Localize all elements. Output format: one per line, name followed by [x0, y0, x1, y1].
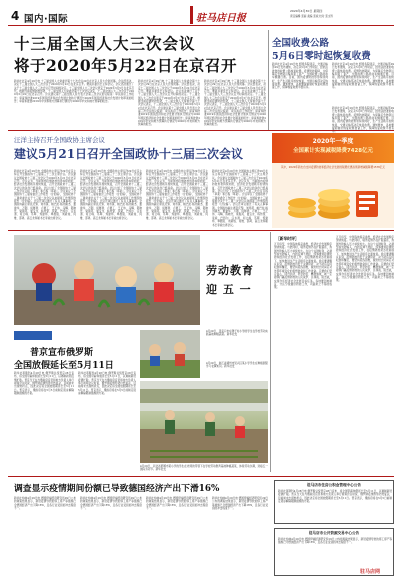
paper-logo [190, 6, 248, 24]
paper-name: 驻马店日报 [196, 13, 246, 24]
germany-body-col3: 新华社柏林4月29日电 德国伊福经济研究所29日公布的调查结果显示，新冠疫情导致的停工停产等措施已令德国经济产出下降16%，且各行业受到的冲击程度不一。 [146, 497, 208, 511]
intl-section-label [14, 331, 52, 349]
intl-section-label-text: 国际 博览 [17, 343, 39, 349]
notice-1-body: 新华社莫斯科4月28日电 俄罗斯总统普京28日宣布，将全国带薪休假延长至5月11日，以遏制新冠疫情扩散。普京当天在与俄政府官员和地方负责人举行视频会议时说，俄罗斯疫情形势仍然复杂，目前尚未出现转折点，因此决定将全国放假期延长至5月11日。普京表示，俄政府将在5月5日前制定逐步解除限制措施的方案。 [278, 490, 392, 504]
cppcc-body-col3: 新华社北京4月29日电 全国政协主席汪洋29日在京主持召开全国政协十三届第三十二次主席会议。会议建议全国政协十三届三次会议于2020年5月21日在北京召开。会议认为，当前国内疫情防控形势持续向好，经济社会发展秩序加快恢复，召开全国政协十三届三次会议的条件已经具备。会议讨论了全国政协十三届三次会议议程（草案）和日程（草案）。会议审议了全国政协十三届常委会工作报告（讨论稿），全国政协十三届常委会关于十三届二次会议以来提案工作情况的报告（讨论稿）。会议还审议通过了有关人事事项。全国政协副主席张庆黎、刘奇葆、帕巴拉·格列朗杰、董建华、万钢、何厚铧、卢展工、王正伟、马飚、陈晓光、梁振英、夏宝龙、杨传堂、李斌、巴特尔、汪永清、何立峰、苏辉、郑建邦、辜胜阻、刘新成、何维、邵鸿、高云龙和秘书长李斌出席会议。 [146, 170, 208, 220]
section-title: 国内·国际 [24, 14, 69, 25]
toll-headline-line1: 全国收费公路 [272, 38, 330, 49]
cppcc-body-col1: 新华社北京4月29日电 全国政协主席汪洋29日在京主持召开全国政协十三届第三十二次主席会议。会议建议全国政协十三届三次会议于2020年5月21日在北京召开。会议认为，当前国内疫情防控形势持续向好，经济社会发展秩序加快恢复，召开全国政协十三届三次会议的条件已经具备。会议讨论了全国政协十三届三次会议议程（草案）和日程（草案）。会议审议了全国政协十三届常委会工作报告（讨论稿），全国政协十三届常委会关于十三届二次会议以来提案工作情况的报告（讨论稿）。会议还审议通过了有关人事事项。全国政协副主席张庆黎、刘奇葆、帕巴拉·格列朗杰、董建华、万钢、何厚铧、卢展工、王正伟、马飚、陈晓光、梁振英、夏宝龙、杨传堂、李斌、巴特尔、汪永清、何立峰、苏辉、郑建邦、辜胜阻、刘新成、何维、邵鸿、高云龙和秘书长李斌出席会议。 [14, 170, 76, 220]
toll-body-col2: 新华社北京4月29日电 经国务院同意，交通运输部29日发布通知，决定从5月6日零时起，经依法批准的收费公路恢复收费。疫情防控期间，为保障应急物资运输和复工复产，全国收费公路免收车辆通行费。目前，国内疫情防控形势持续向好，生产生活秩序加快恢复，交通运输部决定恢复收费。通知要求，各地要提前做好恢复收费准备工作，保障恢复收费平稳有序。 [332, 63, 394, 90]
cppcc-kicker: 汪洋主持召开全国政协主席会议 [14, 136, 105, 144]
coin-stack-icon [282, 183, 384, 223]
germany-body-col2: 新华社柏林4月29日电 德国伊福经济研究所29日公布的调查结果显示，新冠疫情导致的停工停产等措施已令德国经济产出下降16%，且各行业受到的冲击程度不一。 [80, 497, 142, 511]
intl-body-col2: 新华社莫斯科4月28日电 俄罗斯总统普京28日宣布，将全国带薪休假延长至5月11日，以遏制新冠疫情扩散。普京当天在与俄政府官员和地方负责人举行视频会议时说，俄罗斯疫情形势仍然复杂，目前尚未出现转折点，因此决定将全国放假期延长至5月11日。普京表示，俄政府将在5月5日前制定逐步解除限制措施的方案。 [78, 372, 136, 396]
labour-title-line2: 迎 五 一 [206, 283, 252, 296]
field-photo [140, 381, 268, 463]
cppcc-headline: 建议5月21日召开全国政协十三届三次会议 [14, 147, 244, 161]
editor-line: 责任编辑 张丽 美编 张斌 校对 张文科 [290, 15, 334, 18]
section-rule-1 [8, 130, 394, 131]
lead-body-col2: 新华社北京4月29日电 十三届全国人大常委会第十七次会议29日在北京人民大会堂闭幕。会议经表决，决定十三届全国人大三次会议于2020年5月22日在北京召开。栗战书委员长主持会议。会议表决通过了关于十三届全国人大三次会议召开时间的决定。十三届全国人大三次会议原定于2020年3月5日在北京召开。根据当前疫情防控形势，十三届全国人大常委会第十七次会议决定，十三届全国人大三次会议于2020年5月22日在北京召开。会议建议第十三届全国人民代表大会第三次会议的议程是：审议政府工作报告；审查和批准2019年国民经济和社会发展计划执行情况与2020年国民经济和社会发展计划草案的报告；审查和批准2019年中央和地方预算执行情况与2020年中央和地方预算的报告。 [138, 80, 200, 127]
commentary-col1: 五月将至，中国各地春意盎然，经济社会发展秩序加快恢复。与此同时，境外疫情仍在扩散蔓延，我国外防输入压力持续加大。在这个关键时刻，必须坚持外防输入、内防反弹不放松，统筹推进疫情防控和经济社会发展工作，在疫情防控常态化前提下，加快推进生产生活秩序全面恢复。我们要清醒认识到，疫情防控仍处于关键阶段，决不能有任何松劲和懈怠，要坚持底线思维，做好较长时间应对外部环境变化的思想准备和工作准备。只要我们坚定信心、同舟共济、科学防治、精准施策，就一定能够打赢疫情防控的人民战争、总体战、阻击战，实现今年经济社会发展目标任务。各地要因地制宜、分区分级做好防控工作，巩固来之不易的成果。 [274, 243, 332, 290]
infographic-title: 2020年一季度 [312, 138, 354, 145]
toll-headline-line2: 5月6日零时起恢复收费 [272, 51, 371, 62]
section-rule-2 [8, 230, 394, 231]
field-photo-caption: 4月29日，河北省邯郸市某小学的学生在老师的带领下在学校劳动教育基地种植蔬菜，体验劳动乐趣，迎接五一国际劳动节。新华社发 [140, 465, 268, 472]
infographic-note: 其中，2020年新出台支持疫情防控和经济社会发展的税费优惠政策新增减税降费1578亿元 [281, 166, 385, 169]
labour-caption-2: 4月29日，浙江省湖州市吴兴区某小学学生在种植园里学习农事知识。新华社发 [206, 362, 269, 369]
date-line: 2020年4月30日 星期四 [290, 9, 323, 13]
cppcc-body-col4: 新华社北京4月29日电 全国政协主席汪洋29日在京主持召开全国政协十三届第三十二次主席会议。会议建议全国政协十三届三次会议于2020年5月21日在北京召开。会议认为，当前国内疫情防控形势持续向好，经济社会发展秩序加快恢复，召开全国政协十三届三次会议的条件已经具备。会议讨论了全国政协十三届三次会议议程（草案）和日程（草案）。会议审议了全国政协十三届常委会工作报告（讨论稿），全国政协十三届常委会关于十三届二次会议以来提案工作情况的报告（讨论稿）。会议还审议通过了有关人事事项。全国政协副主席张庆黎、刘奇葆、帕巴拉·格列朗杰、董建华、万钢、何厚铧、卢展工、王正伟、马飚、陈晓光、梁振英、夏宝龙、杨传堂、李斌、巴特尔、汪永清、何立峰、苏辉、郑建邦、辜胜阻、刘新成、何维、邵鸿、高云龙和秘书长李斌出席会议。 [212, 170, 268, 227]
commentary-col2: 五月将至，中国各地春意盎然，经济社会发展秩序加快恢复。与此同时，境外疫情仍在扩散蔓延，我国外防输入压力持续加大。在这个关键时刻，必须坚持外防输入、内防反弹不放松，统筹推进疫情防控和经济社会发展工作，在疫情防控常态化前提下，加快推进生产生活秩序全面恢复。我们要清醒认识到，疫情防控仍处于关键阶段，决不能有任何松劲和懈怠，要坚持底线思维，做好较长时间应对外部环境变化的思想准备和工作准备。只要我们坚定信心、同舟共济、科学防治、精准施策，就一定能够打赢疫情防控的人民战争、总体战、阻击战，实现今年经济社会发展目标任务。各地要因地制宜、分区分级做好防控工作，巩固来之不易的成果。 [336, 236, 394, 283]
masthead-rule [8, 25, 394, 26]
intl-headline-line2: 全国放假延长至5月11日 [14, 361, 114, 371]
lead-headline-line1: 十三届全国人大三次会议 [14, 34, 196, 53]
tax-infographic [272, 133, 394, 228]
page-number: 4 [11, 9, 20, 23]
lead-body-col3: 新华社北京4月29日电 十三届全国人大常委会第十七次会议29日在北京人民大会堂闭幕。会议经表决，决定十三届全国人大三次会议于2020年5月22日在北京召开。栗战书委员长主持会议。会议表决通过了关于十三届全国人大三次会议召开时间的决定。十三届全国人大三次会议原定于2020年3月5日在北京召开。根据当前疫情防控形势，十三届全国人大常委会第十七次会议决定，十三届全国人大三次会议于2020年5月22日在北京召开。会议建议第十三届全国人民代表大会第三次会议的议程是：审议政府工作报告；审查和批准2019年国民经济和社会发展计划执行情况与2020年国民经济和社会发展计划草案的报告；审查和批准2019年中央和地方预算执行情况与2020年中央和地方预算的报告。 [204, 80, 266, 127]
notice-2-body: 新华社柏林4月29日电 德国伊福经济研究所29日公布的调查结果显示，新冠疫情导致的停工停产等措施已令德国经济产出下降16%，且各行业受到的冲击程度不一。 [278, 538, 392, 545]
intl-headline-line1: 普京宣布俄罗斯 [30, 348, 94, 358]
lead-body-col1: 新华社北京4月29日电 十三届全国人大常委会第十七次会议29日在北京人民大会堂闭幕。会议经表决，决定十三届全国人大三次会议于2020年5月22日在北京召开。栗战书委员长主持会议。会议表决通过了关于十三届全国人大三次会议召开时间的决定。十三届全国人大三次会议原定于2020年3月5日在北京召开。根据当前疫情防控形势，十三届全国人大常委会第十七次会议决定，十三届全国人大三次会议于2020年5月22日在北京召开。会议建议第十三届全国人民代表大会第三次会议的议程是：审议政府工作报告；审查和批准2019年国民经济和社会发展计划执行情况与2020年国民经济和社会发展计划草案的报告；审查和批准2019年中央和地方预算执行情况与2020年中央和地方预算的报告。 [14, 80, 134, 104]
column-divider [268, 30, 269, 130]
column-divider-2 [270, 232, 271, 472]
toll-body-col3: 新华社北京4月29日电 经国务院同意，交通运输部29日发布通知，决定从5月6日零时起，经依法批准的收费公路恢复收费。疫情防控期间，为保障应急物资运输和复工复产，全国收费公路免收车辆通行费。目前，国内疫情防控形势持续向好，生产生活秩序加快恢复，交通运输部决定恢复收费。通知要求，各地要提前做好恢复收费准备工作，保障恢复收费平稳有序。 [332, 107, 394, 134]
commentary-label: ［新华时评］ [276, 236, 299, 241]
toll-body-col1: 新华社北京4月29日电 经国务院同意，交通运输部29日发布通知，决定从5月6日零时起，经依法批准的收费公路恢复收费。疫情防控期间，为保障应急物资运输和复工复产，全国收费公路免收车辆通行费。目前，国内疫情防控形势持续向好，生产生活秩序加快恢复，交通运输部决定恢复收费。通知要求，各地要提前做好恢复收费准备工作，保障恢复收费平稳有序。 [272, 63, 328, 90]
notice-1-title: 驻马店市住房公积金管理中心公告 [307, 483, 361, 487]
cppcc-body-col2: 新华社北京4月29日电 全国政协主席汪洋29日在京主持召开全国政协十三届第三十二次主席会议。会议建议全国政协十三届三次会议于2020年5月21日在北京召开。会议认为，当前国内疫情防控形势持续向好，经济社会发展秩序加快恢复，召开全国政协十三届三次会议的条件已经具备。会议讨论了全国政协十三届三次会议议程（草案）和日程（草案）。会议审议了全国政协十三届常委会工作报告（讨论稿），全国政协十三届常委会关于十三届二次会议以来提案工作情况的报告（讨论稿）。会议还审议通过了有关人事事项。全国政协副主席张庆黎、刘奇葆、帕巴拉·格列朗杰、董建华、万钢、何厚铧、卢展工、王正伟、马飚、陈晓光、梁振英、夏宝龙、杨传堂、李斌、巴特尔、汪永清、何立峰、苏辉、郑建邦、辜胜阻、刘新成、何维、邵鸿、高云龙和秘书长李斌出席会议。 [80, 170, 142, 220]
germany-body-col4: 新华社柏林4月29日电 德国伊福经济研究所29日公布的调查结果显示，新冠疫情导致的停工停产等措施已令德国经济产出下降16%，且各行业受到的冲击程度不一。 [212, 497, 268, 511]
seedling-photo [14, 235, 200, 325]
lead-headline-line2: 将于2020年5月22日在京召开 [14, 56, 237, 75]
intl-body-col1: 新华社莫斯科4月28日电 俄罗斯总统普京28日宣布，将全国带薪休假延长至5月11日，以遏制新冠疫情扩散。普京当天在与俄政府官员和地方负责人举行视频会议时说，俄罗斯疫情形势仍然复杂，目前尚未出现转折点，因此决定将全国放假期延长至5月11日。普京表示，俄政府将在5月5日前制定逐步解除限制措施的方案。 [14, 372, 74, 396]
classroom-photo [140, 330, 200, 378]
infographic-subtitle: 全国累计实现减税降费7428亿元 [293, 148, 373, 154]
labour-title-line1: 劳动教育 [206, 264, 254, 277]
labour-title [206, 262, 268, 297]
germany-body-col1: 新华社柏林4月29日电 德国伊福经济研究所29日公布的调查结果显示，新冠疫情导致的停工停产等措施已令德国经济产出下降16%，且各行业受到的冲击程度不一。 [14, 497, 76, 511]
watermark: 驻马店网 [360, 569, 381, 575]
notice-2-title: 驻马店市公共资源交易中心公告 [308, 531, 360, 535]
notice-box-1 [274, 480, 394, 524]
section-rule-3 [8, 476, 394, 477]
labour-caption-1: 4月29日，张家口市东堡子村小学的学生在学校劳动实践基地种植蔬菜。新华社发 [206, 330, 269, 337]
germany-headline: 调查显示疫情期间份额已导致德国经济产出下滑16% [14, 484, 220, 494]
